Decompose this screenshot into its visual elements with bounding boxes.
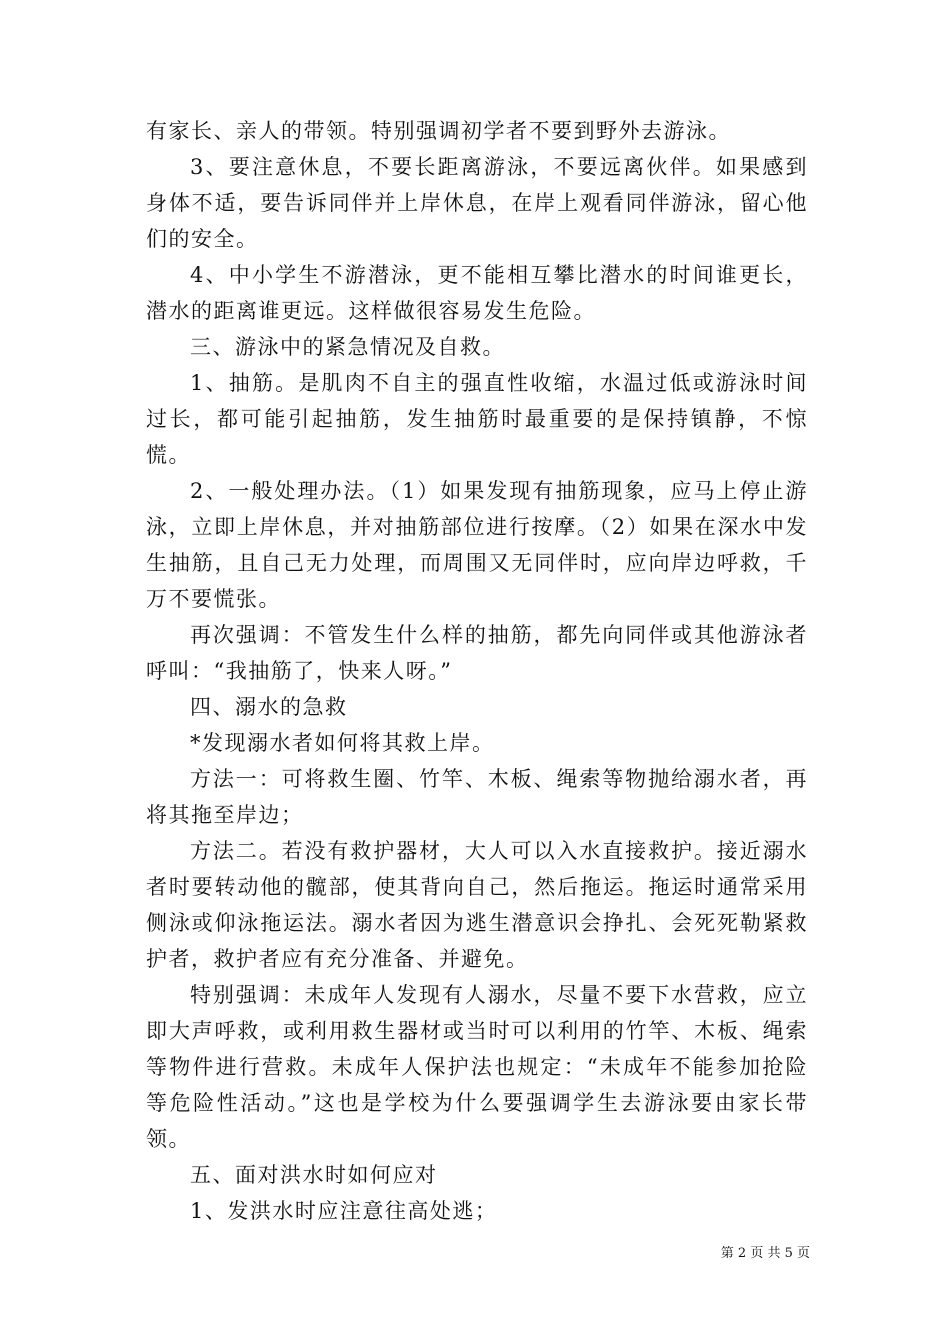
document-body xyxy=(146,113,808,1229)
paragraph: 有家长、亲人的带领。特别强调初学者不要到野外去游泳。 xyxy=(146,119,731,143)
paragraph: 方法二。若没有救护器材，大人可以入水直接救护。接近溺水者时要转动他的髋部，使其背向自己，然后拖运。拖运时通常采用侧泳或仰泳拖运法。溺水者因为逃生潜意识会挣扎、会死死勒紧救护者，救护者应有充分准备、并避免。 xyxy=(146,839,808,971)
paragraph: 方法一：可将救生圈、竹竿、木板、绳索等物抛给溺水者，再将其拖至岸边； xyxy=(146,767,808,827)
section-heading: 四、溺水的急救 xyxy=(190,695,348,719)
paragraph: 特别强调：未成年人发现有人溺水，尽量不要下水营救，应立即大声呼救，或利用救生器材或当时可以利用的竹竿、木板、绳索等物件进行营救。未成年人保护法也规定：“未成年不能参加抢险等危险性活动。”这也是学校为什么要强调学生去游泳要由家长带领。 xyxy=(146,983,808,1151)
section-heading: 五、面对洪水时如何应对 xyxy=(190,1163,438,1187)
paragraph: *发现溺水者如何将其救上岸。 xyxy=(190,731,495,755)
paragraph: 4、中小学生不游潜泳，更不能相互攀比潜水的时间谁更长，潜水的距离谁更远。这样做很容易发生危险。 xyxy=(146,263,808,323)
paragraph: 1、发洪水时应注意往高处逃； xyxy=(190,1199,498,1223)
paragraph: 1、抽筋。是肌肉不自主的强直性收缩，水温过低或游泳时间过长，都可能引起抽筋，发生抽筋时最重要的是保持镇静，不惊慌。 xyxy=(146,371,808,467)
page-number: 第 2 页 共 5 页 xyxy=(720,1246,810,1261)
paragraph: 3、要注意休息，不要长距离游泳，不要远离伙伴。如果感到身体不适，要告诉同伴并上岸休息，在岸上观看同伴游泳，留心他们的安全。 xyxy=(146,155,808,251)
paragraph: 2、一般处理办法。（1）如果发现有抽筋现象，应马上停止游泳，立即上岸休息，并对抽筋部位进行按摩。（2）如果在深水中发生抽筋，且自己无力处理，而周围又无同伴时，应向岸边呼救，千万不要慌张。 xyxy=(146,479,808,611)
paragraph: 再次强调：不管发生什么样的抽筋，都先向同伴或其他游泳者呼叫：“我抽筋了，快来人呀。” xyxy=(146,623,808,683)
section-heading: 三、游泳中的紧急情况及自救。 xyxy=(190,335,505,359)
